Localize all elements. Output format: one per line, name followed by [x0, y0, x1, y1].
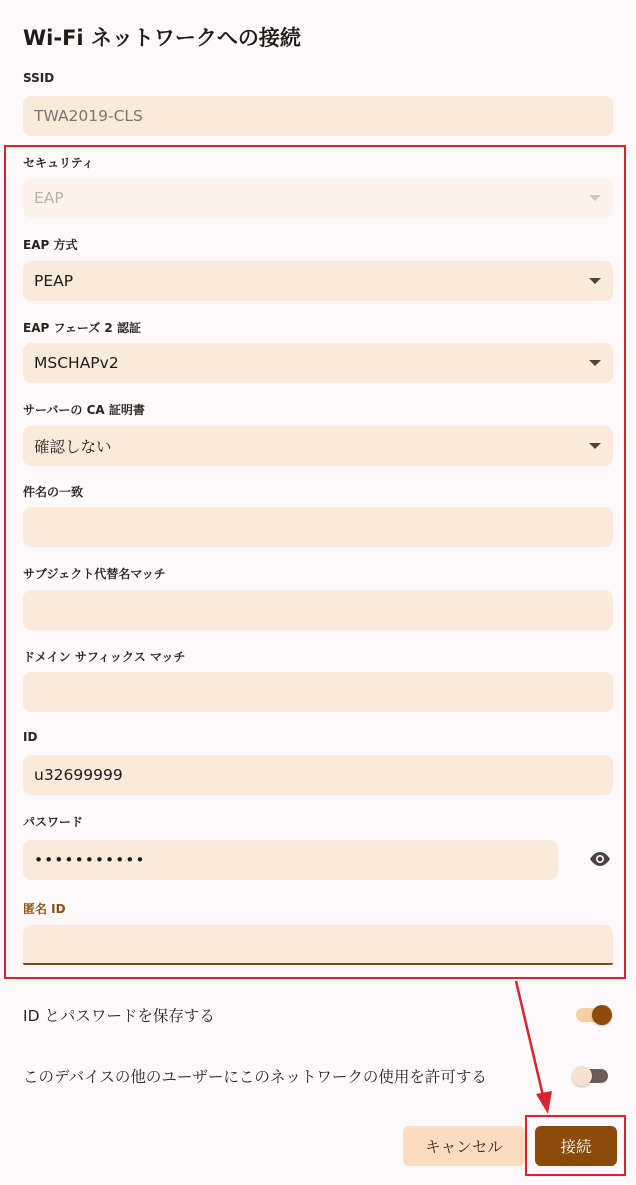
- chevron-down-icon: [589, 443, 601, 449]
- domain-suffix-match-label: ドメイン サフィックス マッチ: [23, 650, 186, 664]
- eap-phase2-label: EAP フェーズ 2 認証: [23, 321, 141, 335]
- eap-phase2-value: MSCHAPv2: [34, 354, 119, 372]
- server-ca-label: サーバーの CA 証明書: [23, 403, 145, 417]
- security-value: EAP: [34, 189, 64, 207]
- toggle-thumb: [592, 1005, 612, 1025]
- chevron-down-icon: [589, 278, 601, 284]
- password-value: •••••••••••: [34, 851, 146, 869]
- save-credentials-label: ID とパスワードを保存する: [23, 1007, 215, 1025]
- share-network-toggle[interactable]: [572, 1064, 612, 1088]
- security-label: セキュリティ: [23, 156, 94, 170]
- share-network-label: このデバイスの他のユーザーにこのネットワークの使用を許可する: [23, 1068, 487, 1086]
- eap-method-select[interactable]: [23, 261, 613, 301]
- identity-label: ID: [23, 730, 38, 744]
- anonymous-identity-input[interactable]: [23, 925, 613, 965]
- toggle-thumb: [572, 1066, 592, 1086]
- cancel-button[interactable]: キャンセル: [403, 1126, 525, 1166]
- identity-input[interactable]: [23, 755, 613, 795]
- chevron-down-icon: [589, 195, 601, 201]
- connect-button[interactable]: 接続: [535, 1126, 617, 1166]
- server-ca-value: 確認しない: [34, 438, 112, 456]
- eye-icon[interactable]: [588, 849, 612, 869]
- password-input[interactable]: [23, 840, 558, 880]
- ssid-field: [23, 96, 613, 136]
- eap-method-label: EAP 方式: [23, 238, 78, 252]
- subject-alt-match-input[interactable]: [23, 590, 613, 630]
- domain-suffix-match-input[interactable]: [23, 672, 613, 712]
- chevron-down-icon: [589, 360, 601, 366]
- ssid-value: TWA2019-CLS: [34, 107, 143, 125]
- subject-alt-match-label: サブジェクト代替名マッチ: [23, 567, 166, 581]
- dialog-title: Wi-Fi ネットワークへの接続: [23, 26, 301, 50]
- save-credentials-toggle[interactable]: [574, 1003, 614, 1027]
- subject-match-label: 件名の一致: [23, 485, 84, 499]
- server-ca-select[interactable]: [23, 426, 613, 466]
- eap-method-value: PEAP: [34, 272, 74, 290]
- security-select: [23, 178, 613, 218]
- identity-value: u32699999: [34, 766, 123, 784]
- ssid-label: SSID: [23, 71, 55, 85]
- eap-phase2-select[interactable]: [23, 343, 613, 383]
- subject-match-input[interactable]: [23, 507, 613, 547]
- password-label: パスワード: [23, 815, 84, 829]
- anonymous-identity-label: 匿名 ID: [23, 902, 66, 916]
